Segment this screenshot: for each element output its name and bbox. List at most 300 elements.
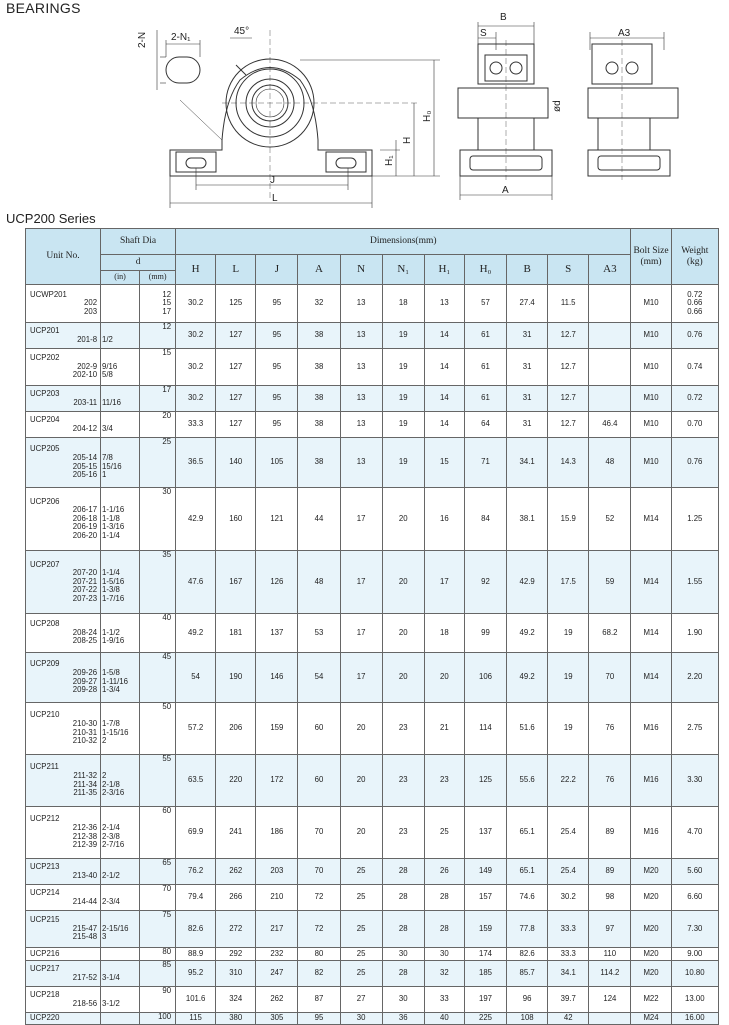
unit-no-cell-line: UCP201: [30, 325, 60, 335]
dim-cell-a: 80: [298, 948, 340, 961]
dim-cell-j: 126: [256, 551, 298, 614]
dim-cell-s: 15.9: [548, 488, 589, 551]
weight-cell: [671, 349, 718, 386]
table-row: [26, 961, 719, 987]
weight-cell-line: 0.70: [687, 419, 703, 429]
weight-cell: [671, 911, 718, 948]
dim-cell-j: 262: [256, 987, 298, 1013]
shaft-mm-cell-line: 17: [162, 385, 172, 394]
dim-cell-h₁: 32: [424, 961, 464, 987]
unit-no-cell-line: 207-23: [72, 593, 98, 603]
dim-cell-n₁: 28: [382, 961, 424, 987]
dim-cell-l: 167: [216, 551, 256, 614]
dim-cell-a: 38: [298, 438, 340, 488]
dim-cell-b: 108: [507, 1013, 548, 1025]
dim-cell-j: 95: [256, 285, 298, 323]
unit-no-cell: [26, 1013, 101, 1025]
dim-cell-l: 125: [216, 285, 256, 323]
shaft-mm-cell: [140, 1013, 176, 1025]
dim-cell-a3: 76: [589, 755, 631, 807]
weight-cell-line: 10.80: [685, 968, 705, 978]
weight-cell-line: 3.30: [687, 775, 703, 785]
shaft-in-cell: [101, 614, 140, 653]
shaft-in-cell: [101, 349, 140, 386]
unit-no-cell-line: 207-20: [72, 568, 98, 578]
dim-cell-h₁: 25: [424, 807, 464, 859]
weight-cell: [671, 859, 718, 885]
dim-cell-n₁: 20: [382, 488, 424, 551]
bolt-size-cell: M24: [631, 1013, 671, 1025]
shaft-in-cell-line: [102, 308, 138, 317]
dim-cell-s: 19: [548, 653, 589, 703]
shaft-in-cell: [101, 703, 140, 755]
unit-no-cell-line: 202-9: [77, 361, 98, 371]
dim-cell-a3: 48: [589, 438, 631, 488]
shaft-mm-cell: [140, 961, 176, 987]
dim-cell-h₁: 14: [424, 412, 464, 438]
dim-cell-s: 19: [548, 703, 589, 755]
header-col-7: H₀: [464, 255, 506, 285]
dim-cell-a3: 89: [589, 859, 631, 885]
dim-cell-h₁: 26: [424, 859, 464, 885]
shaft-in-cell-line: 3/4: [102, 423, 113, 433]
dim-cell-l: 292: [216, 948, 256, 961]
shaft-mm-cell-line: 65: [162, 858, 172, 867]
header-col-3: A: [298, 255, 340, 285]
dim-cell-a: 72: [298, 885, 340, 911]
shaft-in-cell: [101, 285, 140, 323]
bolt-size-cell: M20: [631, 961, 671, 987]
unit-no-cell: [26, 412, 101, 438]
dim-cell-n₁: 23: [382, 755, 424, 807]
dim-cell-a3: 70: [589, 653, 631, 703]
dim-cell-s: 11.5: [548, 285, 589, 323]
dim-cell-a3: [589, 285, 631, 323]
dim-cell-n₁: 20: [382, 614, 424, 653]
dim-cell-a: 87: [298, 987, 340, 1013]
weight-cell: [671, 323, 718, 349]
unit-no-cell-line: 213-40: [72, 870, 98, 880]
shaft-mm-cell-line: 40: [162, 613, 172, 622]
dim-cell-n: 25: [340, 911, 382, 948]
shaft-mm-cell-line: 55: [162, 754, 172, 763]
dim-cell-h: 57.2: [176, 703, 216, 755]
unit-no-cell-line: 209-28: [72, 685, 98, 695]
shaft-mm-cell-line: 100: [158, 1012, 172, 1021]
unit-no-cell-line: 217-52: [72, 972, 98, 982]
dim-cell-j: 217: [256, 911, 298, 948]
shaft-in-cell-line: [102, 291, 138, 300]
shaft-mm-cell-line: 17: [162, 306, 172, 316]
dim-cell-h₁: 21: [424, 703, 464, 755]
page-heading: BEARINGS: [6, 0, 81, 16]
dim-cell-j: 203: [256, 859, 298, 885]
shaft-mm-cell-line: 12: [162, 322, 172, 331]
dim-cell-h₁: 14: [424, 386, 464, 412]
unit-no-cell: [26, 386, 101, 412]
unit-no-cell-line: UCP218: [30, 989, 60, 999]
weight-cell-line: 1.25: [687, 513, 703, 523]
unit-no-cell-line: 211-35: [73, 788, 98, 798]
unit-no-cell: [26, 885, 101, 911]
dim-cell-b: 31: [507, 412, 548, 438]
shaft-in-cell-line: 3: [102, 932, 107, 942]
weight-cell-line: 0.76: [687, 457, 703, 467]
dim-cell-h: 79.4: [176, 885, 216, 911]
unit-no-cell-line: UCP207: [30, 559, 60, 569]
unit-no-cell: [26, 653, 101, 703]
dim-cell-n₁: 30: [382, 987, 424, 1013]
dim-cell-n₁: 19: [382, 438, 424, 488]
header-col-4: N: [340, 255, 382, 285]
table-row: [26, 438, 719, 488]
dim-cell-a3: 114.2: [589, 961, 631, 987]
unit-no-cell-line: UCP205: [30, 444, 60, 454]
bolt-size-cell: M20: [631, 911, 671, 948]
bolt-size-cell: M10: [631, 349, 671, 386]
shaft-in-cell-line: 5/8: [102, 370, 113, 380]
unit-no-cell-line: UCP213: [30, 861, 60, 871]
table-row: [26, 386, 719, 412]
dim-cell-s: 25.4: [548, 807, 589, 859]
bolt-size-cell: M14: [631, 653, 671, 703]
dim-cell-l: 181: [216, 614, 256, 653]
unit-no-cell-line: UCP216: [30, 948, 60, 958]
header-col-9: S: [548, 255, 589, 285]
dim-cell-a: 38: [298, 349, 340, 386]
shaft-in-cell-line: [102, 299, 138, 308]
shaft-in-cell-line: 1-1/4: [102, 568, 120, 578]
unit-no-cell-line: 209-27: [72, 676, 98, 686]
dim-cell-n₁: 20: [382, 653, 424, 703]
bolt-size-cell: M10: [631, 323, 671, 349]
dim-cell-s: 17.5: [548, 551, 589, 614]
weight-cell-line: 9.00: [687, 948, 703, 958]
weight-cell: [671, 987, 718, 1013]
unit-no-cell-line: UCP204: [30, 414, 60, 424]
dim-cell-a3: 89: [589, 807, 631, 859]
shaft-mm-cell: [140, 438, 176, 488]
dim-cell-h₀: 92: [464, 551, 506, 614]
header-in: (in): [101, 271, 140, 285]
dim-cell-j: 95: [256, 349, 298, 386]
dim-cell-h₀: 99: [464, 614, 506, 653]
unit-no-cell-line: 209-26: [72, 667, 98, 677]
shaft-in-cell-line: 1-11/16: [102, 676, 128, 686]
shaft-mm-cell-line: 70: [162, 884, 172, 893]
dim-cell-n: 30: [340, 1013, 382, 1025]
shaft-in-cell-line: 1-3/8: [102, 585, 120, 595]
shaft-in-cell-line: 1/2: [102, 334, 113, 344]
table-row: [26, 488, 719, 551]
dim-cell-n₁: 30: [382, 948, 424, 961]
unit-no-cell-line: 206-19: [72, 522, 98, 532]
shaft-in-cell-line: 2-1/8: [102, 779, 120, 789]
dim-cell-n₁: 23: [382, 703, 424, 755]
bolt-size-cell: M16: [631, 755, 671, 807]
shaft-in-cell-line: [102, 763, 138, 772]
dim-cell-j: 105: [256, 438, 298, 488]
dim-cell-h₀: 84: [464, 488, 506, 551]
shaft-in-cell: [101, 551, 140, 614]
dim-cell-l: 127: [216, 323, 256, 349]
dim-cell-h₀: 197: [464, 987, 506, 1013]
dim-cell-l: 266: [216, 885, 256, 911]
shaft-mm-cell-line: 12: [162, 289, 172, 299]
dim-cell-s: 12.7: [548, 349, 589, 386]
shaft-in-cell: [101, 438, 140, 488]
unit-no-cell: [26, 755, 101, 807]
shaft-mm-cell-line: 30: [162, 487, 172, 496]
unit-no-cell: [26, 614, 101, 653]
unit-no-cell-line: 208-24: [72, 627, 98, 637]
dim-cell-b: 74.6: [507, 885, 548, 911]
shaft-mm-cell-line: 15: [162, 298, 172, 308]
dim-cell-a3: 124: [589, 987, 631, 1013]
unit-no-cell-line: 204-12: [72, 423, 98, 433]
dim-cell-b: 77.8: [507, 911, 548, 948]
table-row: [26, 885, 719, 911]
unit-no-cell-line: 211-32: [73, 770, 98, 780]
dim-cell-a3: 76: [589, 703, 631, 755]
dim-cell-a: 60: [298, 703, 340, 755]
bolt-size-cell: M16: [631, 807, 671, 859]
shaft-mm-cell: [140, 755, 176, 807]
unit-no-cell-line: 210-31: [72, 727, 98, 737]
dim-cell-n: 17: [340, 488, 382, 551]
unit-no-cell-line: 212-39: [72, 840, 98, 850]
table-row: [26, 755, 719, 807]
header-unit-no: Unit No.: [26, 229, 101, 285]
dim-cell-h₁: 28: [424, 911, 464, 948]
dim-cell-n₁: 23: [382, 807, 424, 859]
shaft-in-cell-line: 1-3/4: [102, 685, 120, 695]
weight-cell-line: 1.55: [687, 576, 703, 586]
weight-cell-line: 5.60: [687, 866, 703, 876]
dim-cell-h₁: 14: [424, 349, 464, 386]
weight-cell-line: 2.75: [687, 723, 703, 733]
shaft-mm-cell: [140, 987, 176, 1013]
weight-cell: [671, 885, 718, 911]
weight-cell-line: 4.70: [687, 827, 703, 837]
dim-cell-h₁: 33: [424, 987, 464, 1013]
label-d: ød: [552, 100, 563, 112]
table-row: [26, 653, 719, 703]
label-s: S: [480, 28, 487, 39]
dim-cell-n₁: 19: [382, 412, 424, 438]
dim-cell-n₁: 19: [382, 349, 424, 386]
unit-no-cell-line: UCP208: [30, 619, 60, 629]
unit-no-cell: [26, 703, 101, 755]
shaft-mm-cell: [140, 885, 176, 911]
shaft-mm-cell: [140, 859, 176, 885]
bolt-size-cell: M16: [631, 703, 671, 755]
bolt-size-cell: M10: [631, 285, 671, 323]
dim-cell-h: 30.2: [176, 386, 216, 412]
dim-cell-b: 34.1: [507, 438, 548, 488]
unit-no-cell-line: 210-32: [72, 736, 98, 746]
dim-cell-l: 220: [216, 755, 256, 807]
unit-no-cell-line: UCP212: [30, 814, 60, 824]
table-row: [26, 285, 719, 323]
dim-cell-j: 210: [256, 885, 298, 911]
unit-no-cell-line: 207-22: [72, 585, 98, 595]
dim-cell-n: 20: [340, 703, 382, 755]
shaft-mm-cell-line: 45: [162, 652, 172, 661]
shaft-in-cell-line: 11/16: [102, 397, 121, 407]
dim-cell-h: 101.6: [176, 987, 216, 1013]
dim-cell-a: 95: [298, 1013, 340, 1025]
shaft-in-cell-line: 1-1/16: [102, 505, 125, 515]
dim-cell-h: 30.2: [176, 323, 216, 349]
dim-cell-l: 127: [216, 386, 256, 412]
header-col-8: B: [507, 255, 548, 285]
label-angle: 45°: [234, 26, 250, 37]
dim-cell-s: 33.3: [548, 911, 589, 948]
dim-cell-n: 13: [340, 349, 382, 386]
dim-cell-l: 262: [216, 859, 256, 885]
shaft-in-cell-line: 2-15/16: [102, 923, 129, 933]
header-col-6: H₁: [424, 255, 464, 285]
weight-cell-line: 1.90: [687, 627, 703, 637]
unit-no-cell: [26, 488, 101, 551]
header-col-5: N₁: [382, 255, 424, 285]
dim-cell-n₁: 19: [382, 323, 424, 349]
dim-cell-b: 96: [507, 987, 548, 1013]
unit-no-cell: [26, 911, 101, 948]
weight-cell: [671, 412, 718, 438]
dim-cell-h₀: 57: [464, 285, 506, 323]
unit-no-cell-line: 203: [84, 306, 98, 316]
front-view-drawing: [170, 30, 440, 208]
dim-cell-l: 272: [216, 911, 256, 948]
shaft-mm-cell-line: 85: [162, 960, 172, 969]
bolt-size-cell: M20: [631, 859, 671, 885]
unit-no-cell-line: 205-15: [72, 461, 98, 471]
dim-cell-a: 32: [298, 285, 340, 323]
shaft-in-cell-line: [102, 950, 138, 959]
dim-cell-h₀: 61: [464, 349, 506, 386]
dim-cell-a: 38: [298, 412, 340, 438]
unit-no-cell-line: 207-21: [72, 576, 98, 586]
dim-cell-n₁: 28: [382, 911, 424, 948]
dim-cell-h₀: 159: [464, 911, 506, 948]
dim-cell-l: 380: [216, 1013, 256, 1025]
dim-cell-l: 206: [216, 703, 256, 755]
series-title: UCP200 Series: [6, 211, 96, 226]
dim-cell-h: 47.6: [176, 551, 216, 614]
shaft-in-cell-line: 1-5/16: [102, 576, 125, 586]
dim-cell-h: 82.6: [176, 911, 216, 948]
shaft-in-cell-line: 1-15/16: [102, 727, 129, 737]
header-col-2: J: [256, 255, 298, 285]
bolt-size-cell: M22: [631, 987, 671, 1013]
shaft-in-cell: [101, 885, 140, 911]
unit-no-cell-line: 218-56: [72, 998, 98, 1008]
shaft-in-cell: [101, 987, 140, 1013]
bolt-size-cell: M10: [631, 438, 671, 488]
dim-cell-h₁: 16: [424, 488, 464, 551]
weight-cell-line: 0.72: [687, 393, 703, 403]
dim-cell-h₁: 23: [424, 755, 464, 807]
dim-cell-l: 127: [216, 412, 256, 438]
dim-cell-h: 33.3: [176, 412, 216, 438]
shaft-mm-cell-line: 60: [162, 806, 172, 815]
dim-cell-h₀: 64: [464, 412, 506, 438]
unit-no-cell-line: UCP220: [30, 1013, 60, 1023]
weight-cell-line: 7.30: [687, 923, 703, 933]
unit-no-cell-line: 208-25: [72, 636, 98, 646]
dim-cell-h: 30.2: [176, 349, 216, 386]
header-col-0: H: [176, 255, 216, 285]
weight-cell: [671, 653, 718, 703]
header-weight: Weight (kg): [671, 229, 718, 285]
shaft-mm-cell-line: 15: [162, 348, 172, 357]
unit-no-cell-line: UCP215: [30, 915, 60, 925]
shaft-in-cell-line: 1-3/16: [102, 522, 125, 532]
shaft-in-cell-line: [102, 1014, 138, 1023]
unit-no-cell-line: UCP203: [30, 388, 60, 398]
unit-no-cell-line: 201-8: [77, 334, 98, 344]
header-shaft-dia: Shaft Dia: [101, 229, 176, 255]
dim-cell-n₁: 19: [382, 386, 424, 412]
dim-cell-h: 76.2: [176, 859, 216, 885]
dim-cell-j: 146: [256, 653, 298, 703]
label-2n: 2-N: [137, 31, 148, 48]
shaft-in-cell-line: 2: [102, 770, 107, 780]
dim-cell-n: 13: [340, 285, 382, 323]
unit-no-cell: [26, 285, 101, 323]
dim-cell-s: 30.2: [548, 885, 589, 911]
dim-cell-h₀: 125: [464, 755, 506, 807]
shaft-in-cell-line: 1-1/8: [102, 513, 120, 523]
weight-cell: [671, 703, 718, 755]
table-row: [26, 412, 719, 438]
dim-cell-h₁: 30: [424, 948, 464, 961]
dim-cell-s: 12.7: [548, 412, 589, 438]
dim-cell-a: 70: [298, 859, 340, 885]
dim-cell-s: 33.3: [548, 948, 589, 961]
dim-cell-n: 13: [340, 438, 382, 488]
shaft-in-cell: [101, 948, 140, 961]
dim-cell-n: 25: [340, 859, 382, 885]
dim-cell-b: 55.6: [507, 755, 548, 807]
unit-no-cell-line: UCP210: [30, 710, 60, 720]
dim-cell-h₁: 13: [424, 285, 464, 323]
dim-cell-l: 140: [216, 438, 256, 488]
weight-cell: [671, 961, 718, 987]
dim-cell-b: 31: [507, 323, 548, 349]
label-l: L: [272, 193, 278, 204]
unit-no-cell-line: UCP206: [30, 496, 60, 506]
dim-cell-n₁: 20: [382, 551, 424, 614]
weight-cell: [671, 386, 718, 412]
unit-no-cell-line: 206-20: [72, 530, 98, 540]
weight-cell: [671, 1013, 718, 1025]
unit-no-cell-line: 206-17: [72, 505, 98, 515]
dim-cell-h₀: 71: [464, 438, 506, 488]
shaft-in-cell-line: 3-1/4: [102, 972, 120, 982]
unit-no-cell-line: 214-44: [72, 896, 98, 906]
dim-cell-n: 17: [340, 653, 382, 703]
unit-no-cell: [26, 961, 101, 987]
dim-cell-h: 63.5: [176, 755, 216, 807]
shaft-in-cell: [101, 911, 140, 948]
dim-cell-h₁: 40: [424, 1013, 464, 1025]
dim-cell-n: 25: [340, 961, 382, 987]
shaft-mm-cell: [140, 653, 176, 703]
dim-cell-h₁: 28: [424, 885, 464, 911]
